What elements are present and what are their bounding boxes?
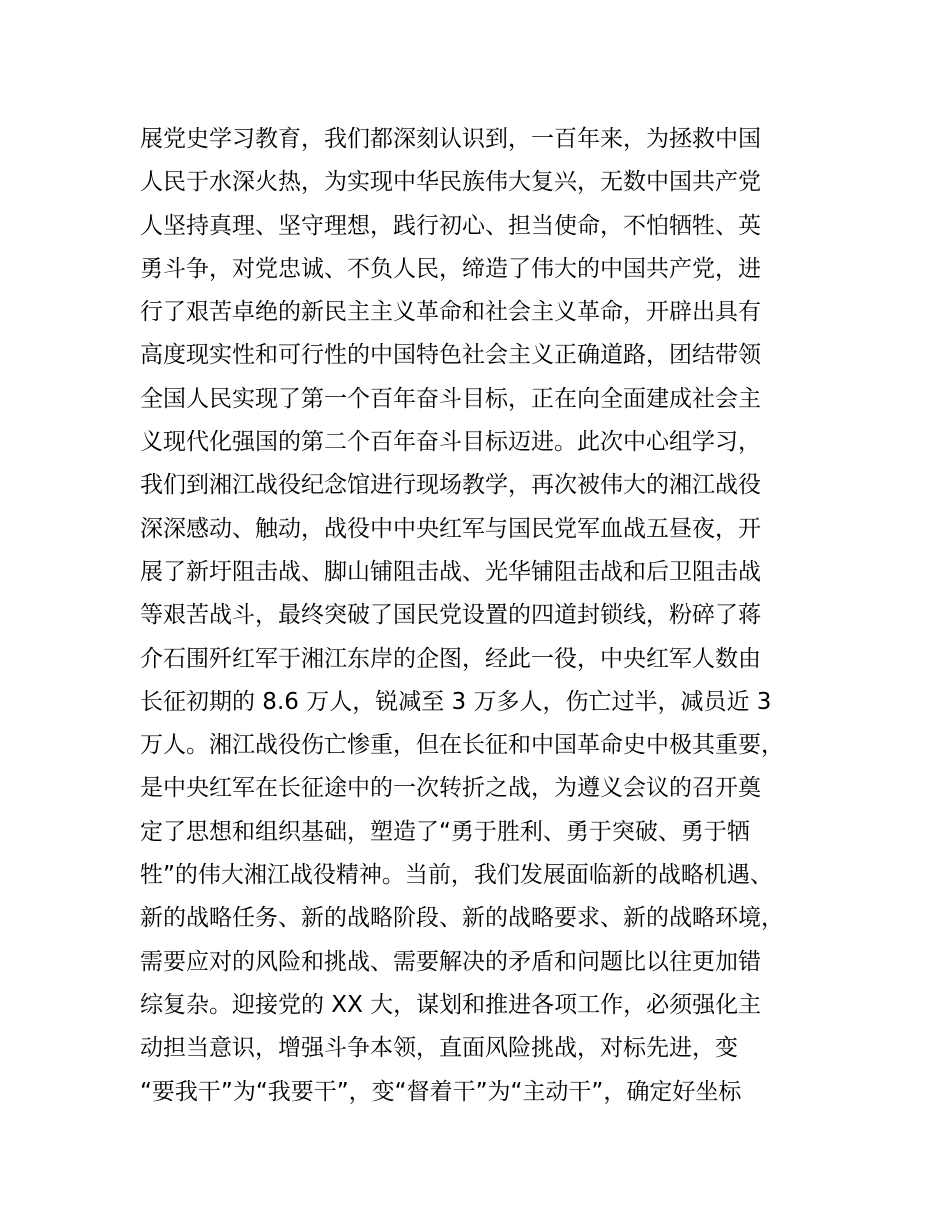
text-line: 牲”的伟大湘江战役精神。当前，我们发展面临新的战略机遇、 xyxy=(140,862,773,889)
text-line: 综复杂。迎接党的 XX 大，谋划和推进各项工作，必须强化主 xyxy=(140,991,762,1018)
text-line: 需要应对的风险和挑战、需要解决的矛盾和问题比以往更加错 xyxy=(140,948,761,975)
text-line: 深深感动、触动，战役中中央红军与国民党军血战五昼夜，开 xyxy=(140,515,761,542)
text-line: 定了思想和组织基础，塑造了“勇于胜利、勇于突破、勇于牺 xyxy=(140,818,750,845)
text-line: 介石围歼红军于湘江东岸的企图，经此一役，中央红军人数由 xyxy=(140,645,761,672)
text-line: 展了新圩阻击战、脚山铺阻击战、光华铺阻击战和后卫阻击战 xyxy=(140,558,761,585)
text-line: 万人。湘江战役伤亡惨重，但在长征和中国革命史中极其重要， xyxy=(140,732,784,759)
text-line: 等艰苦战斗，最终突破了国民党设置的四道封锁线，粉碎了蒋 xyxy=(140,602,761,629)
text-line: 是中央红军在长征途中的一次转折之战，为遵义会议的召开奠 xyxy=(140,775,761,802)
text-line: 长征初期的 8.6 万人，锐减至 3 万多人，伤亡过半，减员近 3 xyxy=(140,688,772,715)
text-line: 我们到湘江战役纪念馆进行现场教学，再次被伟大的湘江战役 xyxy=(140,472,761,499)
text-line: 勇斗争，对党忠诚、不负人民，缔造了伟大的中国共产党，进 xyxy=(140,255,761,282)
body-paragraph xyxy=(140,118,830,1114)
text-line: 人民于水深火热，为实现中华民族伟大复兴，无数中国共产党 xyxy=(140,169,761,196)
text-line: 义现代化强国的第二个百年奋斗目标迈进。此次中心组学习， xyxy=(140,429,761,456)
text-line: 展党史学习教育，我们都深刻认识到，一百年来，为拯救中国 xyxy=(140,126,761,152)
text-line: 动担当意识，增强斗争本领，直面风险挑战，对标先进，变 xyxy=(140,1035,738,1062)
text-line: 全国人民实现了第一个百年奋斗目标，正在向全面建成社会主 xyxy=(140,385,761,412)
text-line: 人坚持真理、坚守理想，践行初心、担当使命，不怕牺牲、英 xyxy=(140,212,761,239)
text-line: 新的战略任务、新的战略阶段、新的战略要求、新的战略环境， xyxy=(140,905,784,932)
text-line: 行了艰苦卓绝的新民主主义革命和社会主义革命，开辟出具有 xyxy=(140,299,761,326)
text-line: 高度现实性和可行性的中国特色社会主义正确道路，团结带领 xyxy=(140,342,761,369)
text-line: “要我干”为“我要干”，变“督着干”为“主动干”，确定好坐标 xyxy=(140,1078,742,1105)
